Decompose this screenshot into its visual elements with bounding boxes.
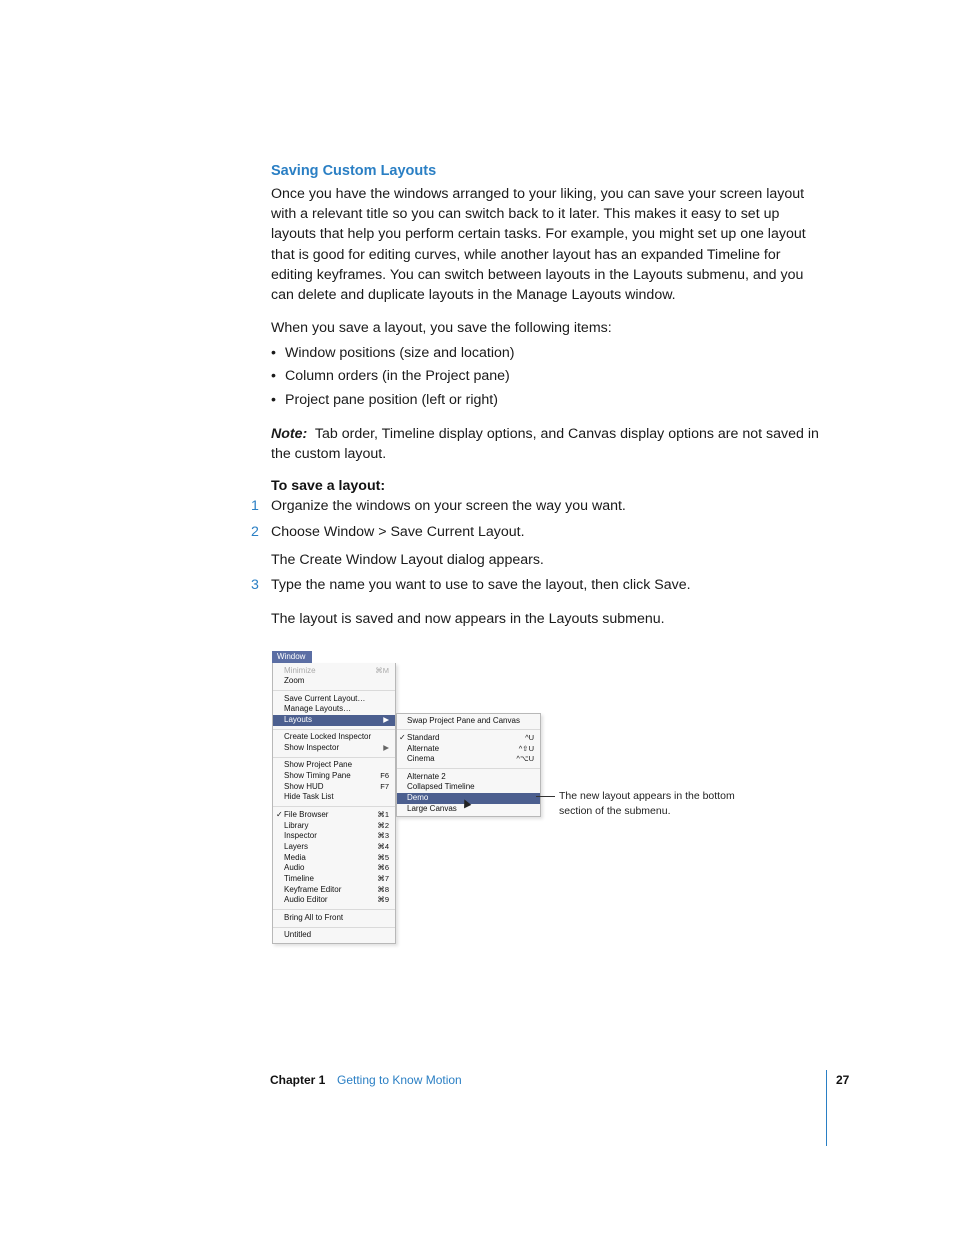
menu-item-layouts — [273, 715, 395, 726]
window-menu-title: Window — [272, 651, 312, 663]
menu-item-label: Inspector — [284, 831, 317, 840]
submenu-item-collapsed-timeline — [397, 782, 540, 793]
menu-item-label: Hide Task List — [284, 792, 334, 801]
menu-item-zoom — [273, 676, 395, 687]
menu-item-label: Audio Editor — [284, 895, 328, 904]
submenu-item-label: Alternate 2 — [407, 772, 446, 781]
menu-item-label: Untitled — [284, 930, 312, 939]
menu-item-manage-layouts — [273, 704, 395, 715]
menu-item-layers — [273, 842, 395, 853]
menu-item-shortcut: ⌘6 — [377, 863, 389, 872]
menu-item-label: Zoom — [284, 676, 305, 685]
menu-item-shortcut: ⌘1 — [377, 810, 389, 819]
step-number: 3 — [251, 577, 259, 593]
menu-item-show-hud — [273, 782, 395, 793]
menu-item-shortcut: ⌘9 — [377, 895, 389, 904]
step-3-result: The layout is saved and now appears in the Layouts submenu. — [271, 611, 665, 627]
menu-item-timeline — [273, 874, 395, 885]
intro-paragraph: Once you have the windows arranged to your liking, you can save your screen layout with a relevant title so you can switch back to it later. This makes it easy to set up layouts that help you perform certain tasks. For example, you might set up one layout that is good for editing curves, while another layout has an expanded Timeline for editing keyframes. You can switch between layouts in the Layouts submenu, and you can delete and duplicate layouts in the Manage Layouts window. — [271, 186, 806, 304]
menu-item-label: Show Timing Pane — [284, 771, 351, 780]
step-text: Choose Window > Save Current Layout. — [271, 524, 525, 540]
menu-item-label: Manage Layouts… — [284, 704, 352, 713]
step-2-result: The Create Window Layout dialog appears. — [271, 552, 544, 568]
menu-separator — [273, 806, 395, 807]
submenu-item-standard — [397, 733, 540, 744]
menu-item-label: Create Locked Inspector — [284, 732, 372, 741]
menu-item-label: Media — [284, 853, 306, 862]
menu-separator — [273, 757, 395, 758]
page-number: 27 — [836, 1073, 850, 1087]
menu-separator — [397, 729, 540, 730]
menu-item-shortcut: F6 — [380, 771, 389, 780]
menu-separator — [273, 927, 395, 928]
step-1 — [251, 498, 626, 514]
menu-item-label: Show Project Pane — [284, 760, 353, 769]
bullet-text: Project pane position (left or right) — [285, 392, 498, 408]
submenu-item-cinema — [397, 754, 540, 765]
menu-item-label: Audio — [284, 863, 305, 872]
callout-line — [536, 796, 555, 797]
submenu-item-label: Cinema — [407, 754, 435, 763]
checkmark-icon: ✓ — [399, 733, 406, 742]
menu-item-label: File Browser — [284, 810, 329, 819]
submenu-item-label: Collapsed Timeline — [407, 782, 475, 791]
menu-item-label: Save Current Layout… — [284, 694, 366, 703]
window-menu — [272, 663, 396, 944]
menu-item-shortcut: ⌘5 — [377, 853, 389, 862]
submenu-item-label: Swap Project Pane and Canvas — [407, 716, 520, 725]
menu-item-keyframe-editor — [273, 885, 395, 896]
bullet-text: Window positions (size and location) — [285, 345, 515, 361]
menu-item-label: Keyframe Editor — [284, 885, 342, 894]
menu-item-library — [273, 821, 395, 832]
submenu-arrow-icon: ▶ — [383, 743, 389, 752]
checkmark-icon: ✓ — [276, 810, 283, 819]
menu-item-inspector — [273, 831, 395, 842]
menu-item-label: Library — [284, 821, 309, 830]
note-text: Tab order, Timeline display options, and Canvas display options are not saved in the custom layout. — [271, 426, 819, 463]
section-title: Saving Custom Layouts — [271, 163, 437, 179]
menu-separator — [397, 768, 540, 769]
menu-item-label: Layouts — [284, 715, 313, 724]
items-intro: When you save a layout, you save the following items: — [271, 320, 612, 336]
menu-item-shortcut: ⌘M — [375, 666, 389, 675]
menu-item-show-project-pane — [273, 760, 395, 771]
step-text: Organize the windows on your screen the way you want. — [271, 498, 626, 514]
menu-item-bring-all-to-front — [273, 913, 395, 924]
submenu-item-shortcut: ^⇧U — [518, 744, 534, 753]
bullet-item: • Window positions (size and location) — [271, 345, 515, 361]
menu-item-untitled — [273, 930, 395, 941]
menu-item-media — [273, 853, 395, 864]
submenu-item-label: Standard — [407, 733, 440, 742]
note-paragraph — [271, 424, 823, 464]
menu-item-shortcut: ⌘7 — [377, 874, 389, 883]
menu-item-show-timing-pane — [273, 771, 395, 782]
submenu-item-label: Alternate — [407, 744, 440, 753]
menu-item-file-browser — [273, 810, 395, 821]
note-label: Note: — [271, 426, 308, 442]
step-2 — [251, 524, 525, 540]
menu-item-label: Layers — [284, 842, 309, 851]
footer-chapter-label: Chapter 1 — [270, 1073, 326, 1087]
menu-item-audio — [273, 863, 395, 874]
menu-item-minimize — [273, 666, 395, 677]
menu-item-create-locked-inspector — [273, 732, 395, 743]
menu-item-hide-task-list — [273, 792, 395, 803]
submenu-item-alternate-2 — [397, 772, 540, 783]
figure-callout: The new layout appears in the bottom section of the submenu. — [559, 790, 735, 817]
submenu-item-shortcut: ^⌥U — [516, 754, 534, 763]
submenu-item-shortcut: ^U — [525, 733, 534, 742]
bullet-text: Column orders (in the Project pane) — [285, 368, 510, 384]
menu-item-show-inspector — [273, 743, 395, 754]
step-text: Type the name you want to use to save the layout, then click Save. — [271, 577, 691, 593]
menu-separator — [273, 729, 395, 730]
footer-divider — [826, 1070, 827, 1146]
bullet-item: • Project pane position (left or right) — [271, 392, 498, 408]
submenu-arrow-icon: ▶ — [383, 715, 389, 724]
menu-item-label: Show Inspector — [284, 743, 340, 752]
submenu-item-alternate — [397, 744, 540, 755]
menu-item-save-current-layout — [273, 694, 395, 705]
submenu-item-swap — [397, 716, 540, 727]
menu-item-shortcut: ⌘8 — [377, 885, 389, 894]
menu-item-shortcut: ⌘2 — [377, 821, 389, 830]
footer-chapter-title: Getting to Know Motion — [337, 1073, 462, 1087]
step-number: 2 — [251, 524, 259, 540]
menu-item-label: Timeline — [284, 874, 314, 883]
menu-item-shortcut: ⌘3 — [377, 831, 389, 840]
menu-separator — [273, 690, 395, 691]
step-number: 1 — [251, 498, 259, 514]
menu-item-shortcut: ⌘4 — [377, 842, 389, 851]
submenu-item-label: Large Canvas — [407, 804, 457, 813]
menu-item-label: Bring All to Front — [284, 913, 344, 922]
procedure-heading: To save a layout: — [271, 478, 386, 494]
menu-item-label: Minimize — [284, 666, 316, 675]
submenu-item-label: Demo — [407, 793, 429, 802]
menu-item-shortcut: F7 — [380, 782, 389, 791]
step-3 — [251, 577, 691, 593]
menu-separator — [273, 909, 395, 910]
bullet-item: • Column orders (in the Project pane) — [271, 368, 510, 384]
menu-item-audio-editor — [273, 895, 395, 906]
menu-item-label: Show HUD — [284, 782, 324, 791]
